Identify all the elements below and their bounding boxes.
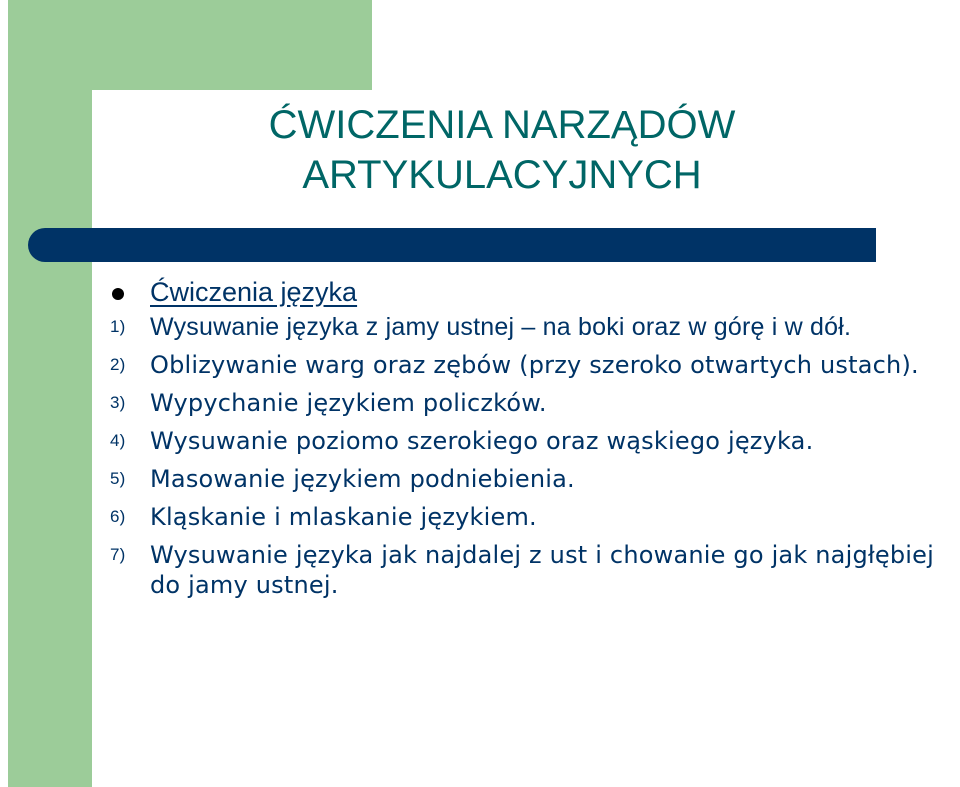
green-top-band: [8, 0, 372, 90]
item-number: 1 ): [110, 312, 146, 342]
item-number: 7 ): [110, 540, 146, 570]
item-text: Wysuwanie języka jak najdalej z ust i chowanie go jak najgłębiej do jamy ustnej.: [150, 541, 935, 599]
item-text: Oblizywanie warg oraz zębów (przy szeroko otwartych ustach).: [150, 351, 919, 379]
item-text: Masowanie językiem podniebienia.: [150, 465, 575, 493]
item-text: Wysuwanie języka z jamy ustnej – na boki oraz w górę i w dół.: [150, 313, 852, 341]
section-heading-row: [110, 272, 960, 312]
item-text: Wysuwanie poziomo szerokiego oraz wąskiego języka.: [150, 427, 814, 455]
item-text: Wypychanie językiem policzków.: [150, 389, 547, 417]
black-circle-bullet-icon: [112, 288, 124, 300]
list-item: [110, 426, 960, 456]
title-line-2: ARTYKULACYJNYCH: [302, 153, 702, 197]
list-item: [110, 350, 960, 380]
slide-title: [92, 100, 912, 200]
title-line-1: ĆWICZENIA NARZĄDÓW: [268, 103, 736, 147]
item-text: Kląskanie i mlaskanie językiem.: [150, 503, 537, 531]
section-heading: Ćwiczenia języka: [150, 277, 358, 307]
slide-body: [110, 272, 960, 608]
item-number: 2 ): [110, 350, 146, 380]
list-item: [110, 464, 960, 494]
list-item: [110, 388, 960, 418]
list-item: [110, 540, 960, 600]
item-number: 4 ): [110, 426, 146, 456]
title-divider-bar: [28, 228, 876, 262]
green-side-strip: [8, 0, 92, 787]
exercise-list: [110, 312, 960, 600]
list-item: [110, 312, 960, 342]
item-number: 3 ): [110, 388, 146, 418]
list-item: [110, 502, 960, 532]
item-number: 6 ): [110, 502, 146, 532]
item-number: 5 ): [110, 464, 146, 494]
